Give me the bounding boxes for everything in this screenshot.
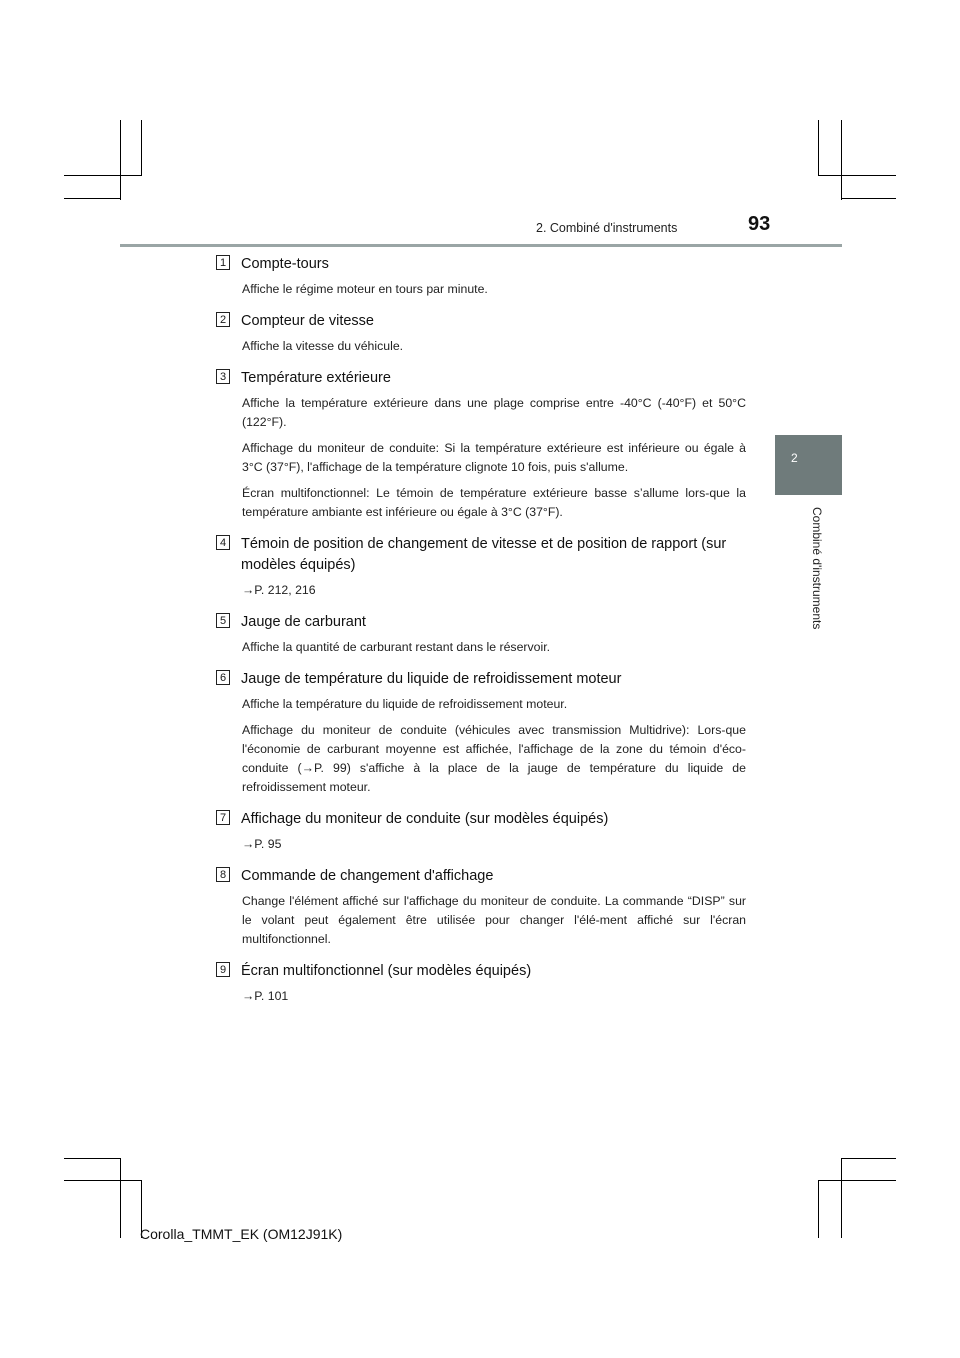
item-number-badge: 5: [216, 613, 230, 628]
list-item: [216, 368, 746, 522]
chapter-tab: [775, 435, 842, 495]
section-title: 2. Combiné d'instruments: [536, 221, 678, 235]
item-description: Affiche la température du liquide de refroidissement moteur.: [242, 697, 568, 711]
item-heading: [216, 254, 746, 275]
chapter-label: Combiné d'instruments: [810, 507, 824, 630]
item-number-badge: 2: [216, 312, 230, 327]
item-description: →P. 212, 216: [242, 583, 316, 597]
item-description: Affichage du moniteur de conduite: Si la température extérieure est inférieure ou égale à 3°C (37°F), l'affichage de la température clignote 10 fois, puis s'allume.: [242, 441, 746, 474]
item-list: [216, 254, 746, 1018]
item-heading: [216, 612, 746, 633]
item-description: Affiche le régime moteur en tours par minute.: [242, 282, 488, 296]
item-number-badge: 6: [216, 670, 230, 685]
item-description: Affichage du moniteur de conduite (véhicules avec transmission Multidrive): Lors-que l'économie de carburant moyenne est affichée, l'affichage de la zone du témoin d'éco-conduite (→P. 99) s'affiche à la place de la jauge de température du liquide de refroidissement moteur.: [242, 723, 746, 794]
crop-mark: [841, 120, 842, 200]
crop-mark: [841, 198, 896, 199]
item-title: Compte-tours: [241, 256, 329, 272]
item-description: →P. 101: [242, 989, 289, 1003]
crop-mark: [64, 1180, 142, 1181]
list-item: [216, 961, 746, 1006]
item-title: Température extérieure: [241, 370, 391, 386]
item-heading: [216, 534, 746, 576]
item-number-badge: 9: [216, 962, 230, 977]
item-heading: [216, 368, 746, 389]
crop-mark: [818, 120, 819, 175]
list-item: [216, 534, 746, 600]
item-heading: [216, 866, 746, 887]
item-heading: [216, 669, 746, 690]
crop-mark: [141, 120, 142, 175]
item-title: Affichage du moniteur de conduite (sur modèles équipés): [241, 811, 609, 827]
crop-mark: [841, 1158, 896, 1159]
item-title: Commande de changement d'affichage: [241, 868, 494, 884]
crop-mark: [120, 120, 121, 200]
crop-mark: [818, 1180, 896, 1181]
header-divider: [120, 244, 842, 247]
item-title: Jauge de température du liquide de refroidissement moteur: [241, 671, 622, 687]
item-title: Jauge de carburant: [241, 614, 366, 630]
item-number-badge: 8: [216, 867, 230, 882]
item-number-badge: 7: [216, 810, 230, 825]
item-number-badge: 3: [216, 369, 230, 384]
item-description: Écran multifonctionnel: Le témoin de température extérieure basse s’allume lors-que la température ambiante est inférieure ou égale à 3°C (37°F).: [242, 486, 746, 519]
document-id: Corolla_TMMT_EK (OM12J91K): [140, 1226, 343, 1242]
crop-mark: [120, 1158, 121, 1238]
item-description: →P. 95: [242, 837, 282, 851]
item-title: Compteur de vitesse: [241, 313, 374, 329]
crop-mark: [64, 1158, 120, 1159]
item-title: Témoin de position de changement de vitesse et de position de rapport (sur modèles équipés): [241, 536, 727, 573]
crop-mark: [64, 198, 120, 199]
list-item: [216, 311, 746, 356]
item-heading: [216, 809, 746, 830]
item-description: Change l'élément affiché sur l'affichage du moniteur de conduite. La commande “DISP” sur le volant peut également être utilisée pour changer l'élé-ment affiché sur l'écran multifonctionnel.: [242, 894, 746, 946]
page-number: 93: [748, 213, 771, 235]
list-item: [216, 612, 746, 657]
item-description: Affiche la température extérieure dans une plage comprise entre -40°C (-40°F) et 50°C (122°F).: [242, 396, 746, 429]
item-number-badge: 4: [216, 535, 230, 550]
item-heading: [216, 311, 746, 332]
item-description: Affiche la quantité de carburant restant dans le réservoir.: [242, 640, 551, 654]
list-item: [216, 669, 746, 797]
crop-mark: [64, 175, 142, 176]
item-number-badge: 1: [216, 255, 230, 270]
list-item: [216, 866, 746, 949]
crop-mark: [818, 175, 896, 176]
list-item: [216, 809, 746, 854]
crop-mark: [841, 1158, 842, 1238]
item-description: Affiche la vitesse du véhicule.: [242, 339, 404, 353]
list-item: [216, 254, 746, 299]
chapter-number: 2: [791, 451, 798, 465]
crop-mark: [818, 1180, 819, 1238]
item-title: Écran multifonctionnel (sur modèles équipés): [241, 963, 532, 979]
item-heading: [216, 961, 746, 982]
